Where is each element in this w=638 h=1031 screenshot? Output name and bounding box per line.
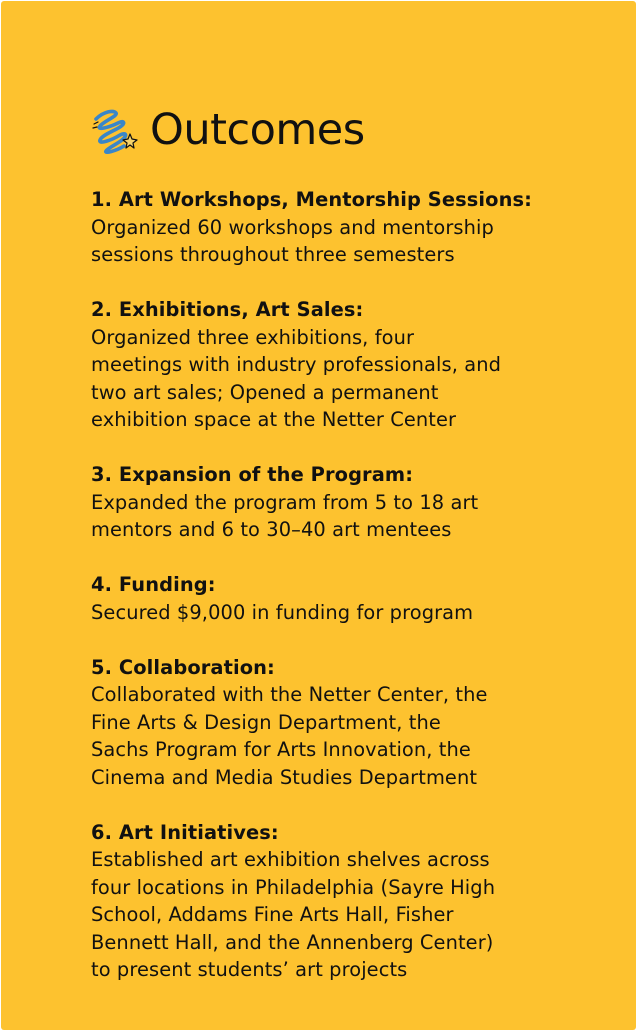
outcome-item-line: Secured $9,000 in funding for program xyxy=(91,600,474,624)
scribble-icon xyxy=(90,102,146,158)
page-title: Outcomes xyxy=(150,104,365,155)
outcome-item-line: Bennett Hall, and the Annenberg Center) xyxy=(91,930,494,954)
outcome-item-line: Organized three exhibitions, four xyxy=(91,325,415,349)
outcome-item-title: 2. Exhibitions, Art Sales: xyxy=(91,298,364,321)
section-heading xyxy=(90,100,365,160)
outcome-item-line: Established art exhibition shelves across xyxy=(91,848,490,871)
outcome-item-line: two art sales; Opened a permanent xyxy=(91,380,439,404)
outcome-item xyxy=(91,571,561,626)
outcome-item-line: Collaborated with the Netter Center, the xyxy=(91,683,488,706)
outcome-item-line: Sachs Program for Arts Innovation, the xyxy=(91,738,471,761)
outcome-item-line: sessions throughout three semesters xyxy=(91,243,455,266)
outcome-item-line: Fine Arts & Design Department, the xyxy=(91,710,441,734)
outcome-item xyxy=(91,819,561,984)
outcome-item xyxy=(91,461,561,544)
outcome-item-line: Cinema and Media Studies Department xyxy=(91,765,478,789)
outcome-item-line: meetings with industry professionals, and xyxy=(91,353,501,376)
outcome-item-title: 5. Collaboration: xyxy=(91,655,275,679)
outcome-item-line: exhibition space at the Netter Center xyxy=(91,408,457,431)
outcome-item xyxy=(91,654,561,792)
outcome-item-title: 4. Funding: xyxy=(91,573,216,596)
outcome-item-title: 1. Art Workshops, Mentorship Sessions: xyxy=(91,188,532,211)
outcome-item-line: Organized 60 workshops and mentorship xyxy=(91,215,494,239)
outcomes-list xyxy=(91,186,561,1011)
outcome-item xyxy=(91,296,561,434)
outcome-item xyxy=(91,186,561,269)
outcome-item-line: four locations in Philadelphia (Sayre High xyxy=(91,875,496,899)
outcome-item-title: 6. Art Initiatives: xyxy=(91,820,279,844)
outcome-item-title: 3. Expansion of the Program: xyxy=(91,463,414,486)
outcome-item-line: mentors and 6 to 30–40 art mentees xyxy=(91,518,452,541)
outcome-item-line: Expanded the program from 5 to 18 art xyxy=(91,490,479,514)
outcome-item-line: School, Addams Fine Arts Hall, Fisher xyxy=(91,903,454,926)
outcome-item-line: to present students’ art projects xyxy=(91,958,408,981)
